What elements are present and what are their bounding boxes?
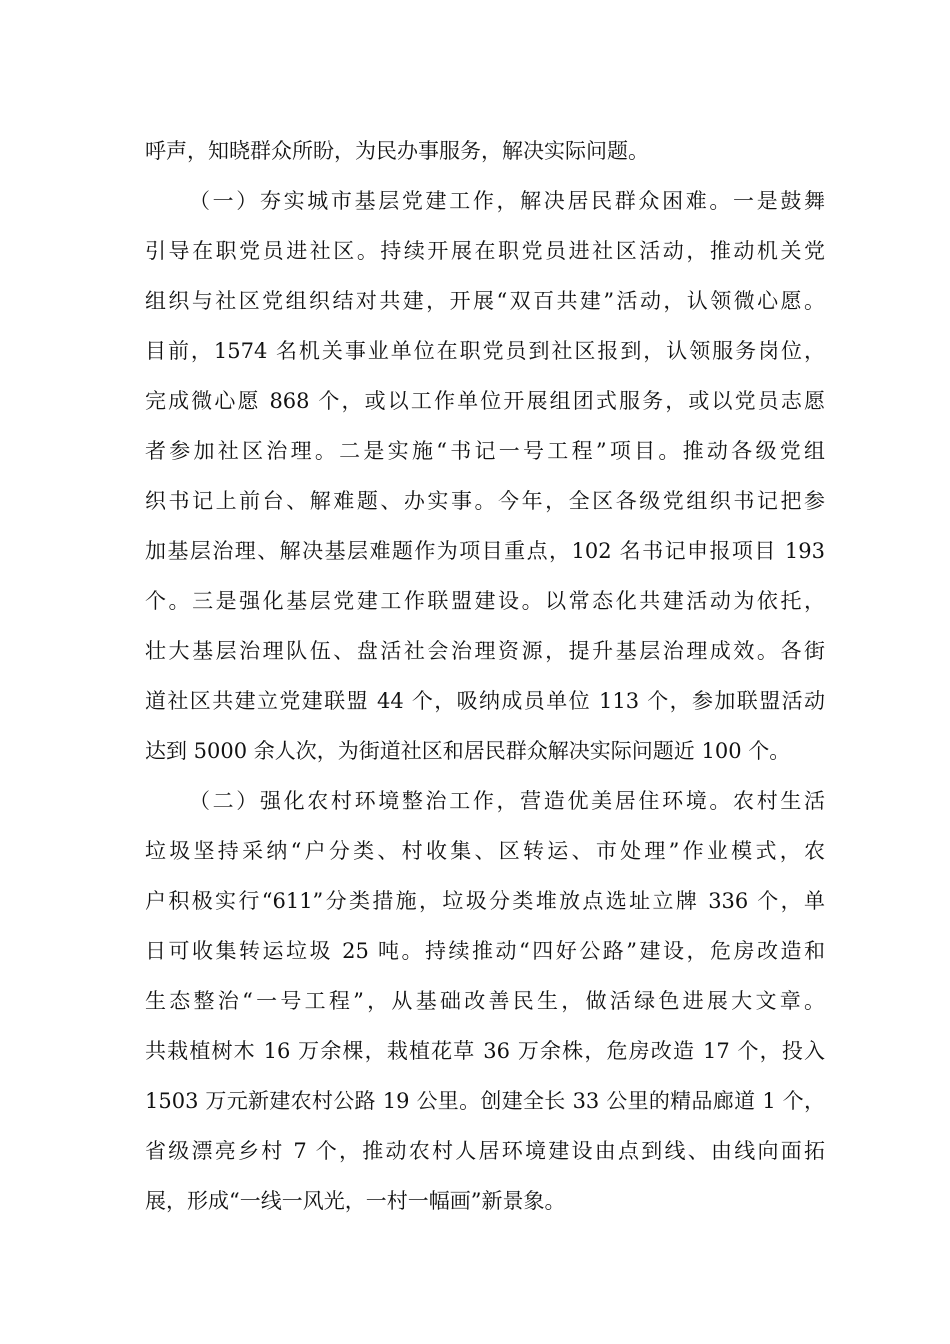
text-line: 者参加社区治理。二是实施“书记一号工程”项目。推动各级党组 bbox=[145, 439, 825, 463]
text-line: 个。三是强化基层党建工作联盟建设。以常态化共建活动为依托， bbox=[145, 589, 825, 613]
paragraph-2-start: （二）强化农村环境整治工作，营造优美居住环境。农村生活 bbox=[189, 789, 825, 813]
paragraph-1-start: （一）夯实城市基层党建工作，解决居民群众困难。一是鼓舞 bbox=[189, 189, 825, 213]
text-line: 壮大基层治理队伍、盘活社会治理资源，提升基层治理成效。各街 bbox=[145, 639, 825, 663]
text-line: 共栽植树木 16 万余棵，栽植花草 36 万余株，危房改造 17 个，投入 bbox=[145, 1039, 825, 1063]
text-line: 加基层治理、解决基层难题作为项目重点，102 名书记申报项目 193 bbox=[145, 539, 825, 563]
text-line: 织书记上前台、解难题、办实事。今年，全区各级党组织书记把参 bbox=[145, 489, 825, 513]
text-line: 生态整治“一号工程”，从基础改善民生，做活绿色进展大文章。 bbox=[145, 989, 825, 1013]
body-text bbox=[145, 133, 825, 1233]
text-line: 道社区共建立党建联盟 44 个，吸纳成员单位 113 个，参加联盟活动 bbox=[145, 689, 825, 713]
text-line: 日可收集转运垃圾 25 吨。持续推动“四好公路”建设，危房改造和 bbox=[145, 939, 825, 963]
text-line: 户积极实行“611”分类措施，垃圾分类堆放点选址立牌 336 个，单 bbox=[145, 889, 825, 913]
text-line: 目前，1574 名机关事业单位在职党员到社区报到，认领服务岗位， bbox=[145, 339, 825, 363]
text-line: 组织与社区党组织结对共建，开展“双百共建”活动，认领微心愿。 bbox=[145, 289, 825, 313]
text-line: 达到 5000 余人次，为街道社区和居民群众解决实际问题近 100 个。 bbox=[145, 739, 791, 763]
text-line: 引导在职党员进社区。持续开展在职党员进社区活动，推动机关党 bbox=[145, 239, 825, 263]
text-line: 省级漂亮乡村 7 个，推动农村人居环境建设由点到线、由线向面拓 bbox=[145, 1139, 825, 1163]
text-line: 垃圾坚持采纳“户分类、村收集、区转运、市处理”作业模式，农 bbox=[145, 839, 825, 863]
text-line: 1503 万元新建农村公路 19 公里。创建全长 33 公里的精品廊道 1 个， bbox=[145, 1089, 825, 1113]
text-line: 呼声，知晓群众所盼，为民办事服务，解决实际问题。 bbox=[145, 139, 649, 163]
text-line: 完成微心愿 868 个，或以工作单位开展组团式服务，或以党员志愿 bbox=[145, 389, 825, 413]
text-line: 展，形成“一线一风光，一村一幅画”新景象。 bbox=[145, 1189, 566, 1213]
